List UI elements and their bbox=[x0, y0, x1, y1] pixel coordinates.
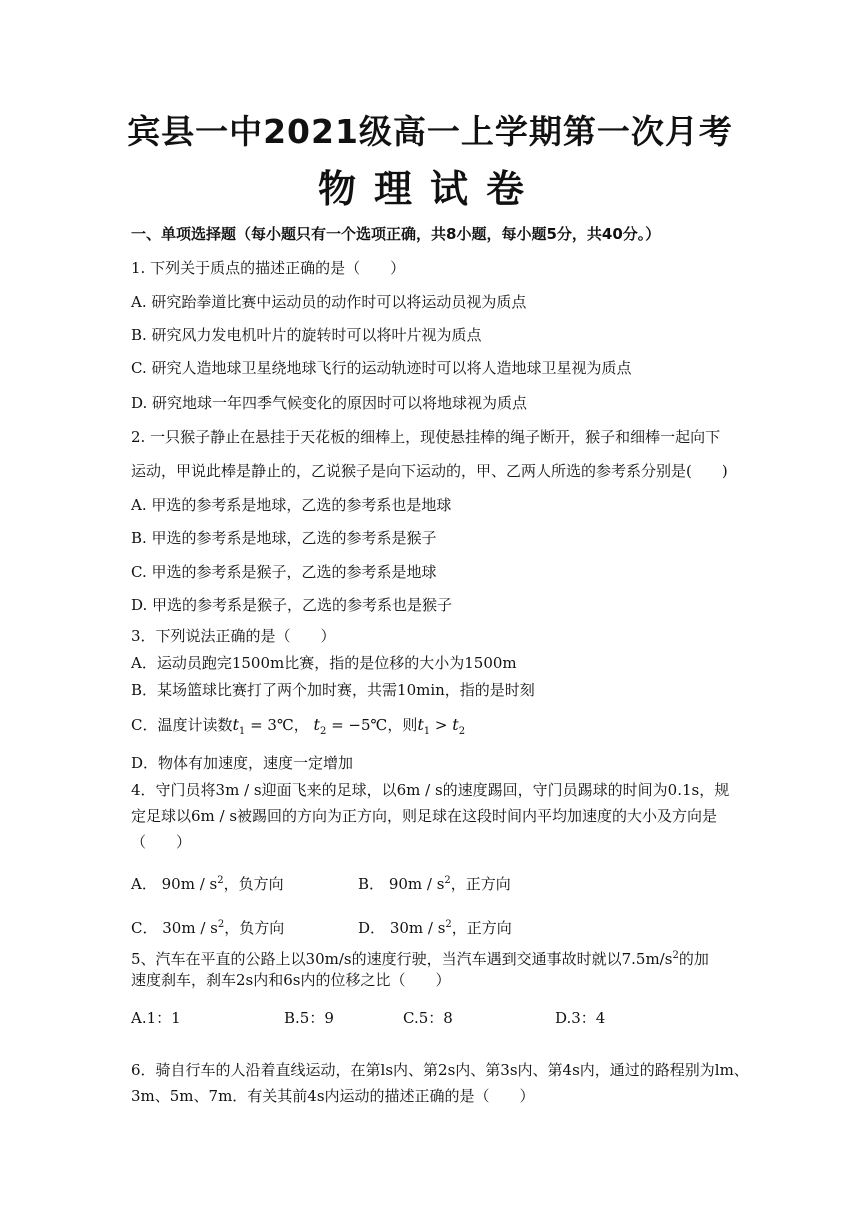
q4-d-direction: ，正方向 bbox=[451, 919, 512, 937]
q4-a-label: A． bbox=[131, 875, 157, 893]
q4-stem-line3: （ ） bbox=[131, 833, 192, 851]
q1-option-c: C. 研究人造地球卫星绕地球飞行的运动轨迹时可以将人造地球卫星视为质点 bbox=[131, 359, 632, 377]
q4-c-label: C． bbox=[131, 919, 158, 937]
exam-subtitle: 物理试卷 bbox=[317, 167, 542, 211]
q2-option-a: A. 甲选的参考系是地球，乙选的参考系也是地球 bbox=[131, 496, 452, 514]
q5-stem-sup: 2 bbox=[672, 950, 679, 961]
q5-stem-text: 5、汽车在平直的公路上以30m/s的速度行驶，当汽车遇到交通事故时就以7.5m/s bbox=[131, 950, 673, 968]
q3-c-t1-value: = 3℃， bbox=[245, 716, 309, 734]
q3-option-c bbox=[131, 715, 465, 742]
q3-c-compare-t2: t bbox=[452, 715, 459, 734]
q5-stem-line2: 速度刹车，刹车2s内和6s内的位移之比（ ） bbox=[131, 971, 451, 989]
exam-title: 宾县一中2021级高一上学期第一次月考 bbox=[127, 112, 733, 151]
q3-c-t1: t bbox=[232, 715, 239, 734]
q3-c-t2-sub: 2 bbox=[319, 726, 327, 737]
q1-option-d: D. 研究地球一年四季气候变化的原因时可以将地球视为质点 bbox=[131, 394, 528, 412]
q4-option-b bbox=[358, 871, 511, 894]
q4-c-sup: 2 bbox=[217, 919, 225, 930]
q5-stem-tail: 的加 bbox=[678, 950, 709, 968]
q4-a-value: 90m / s bbox=[161, 875, 218, 893]
q4-option-a bbox=[131, 871, 284, 894]
q4-c-direction: ，负方向 bbox=[224, 919, 285, 937]
q3-c-t2: t bbox=[313, 715, 320, 734]
q2-option-d: D. 甲选的参考系是猴子，乙选的参考系也是猴子 bbox=[131, 596, 453, 614]
section-heading: 一、单项选择题（每小题只有一个选项正确，共8小题，每小题5分，共40分。） bbox=[131, 225, 661, 243]
q3-c-prefix: C．温度计读数 bbox=[131, 716, 233, 734]
q1-option-b: B. 研究风力发电机叶片的旋转时可以将叶片视为质点 bbox=[131, 326, 482, 344]
q4-option-d bbox=[358, 915, 512, 938]
q4-stem-line2: 定足球以6m / s被踢回的方向为正方向，则足球在这段时间内平均加速度的大小及方向是 bbox=[131, 807, 718, 825]
q4-option-c bbox=[131, 915, 284, 938]
q3-c-compare-operator: > bbox=[430, 716, 453, 734]
q3-option-a: A．运动员跑完1500m比赛，指的是位移的大小为1500m bbox=[131, 654, 517, 672]
q4-c-value: 30m / s bbox=[162, 919, 218, 937]
q4-d-sup: 2 bbox=[445, 919, 452, 930]
q4-a-direction: ，负方向 bbox=[223, 875, 284, 893]
q5-option-b: B.5：9 bbox=[284, 1009, 334, 1027]
q5-option-d: D.3：4 bbox=[555, 1009, 606, 1027]
q3-c-compare-sub2: 2 bbox=[458, 726, 466, 737]
q4-b-value: 90m / s bbox=[388, 875, 445, 893]
q2-stem-line1: 2. 一只猴子静止在悬挂于天花板的细棒上，现使悬挂棒的绳子断开，猴子和细棒一起向下 bbox=[131, 428, 721, 446]
q4-b-sup: 2 bbox=[444, 875, 451, 886]
q1-option-a: A. 研究跆拳道比赛中运动员的动作时可以将运动员视为质点 bbox=[131, 293, 527, 311]
q2-option-c: C. 甲选的参考系是猴子，乙选的参考系是地球 bbox=[131, 563, 437, 581]
q3-stem: 3．下列说法正确的是（ ） bbox=[131, 627, 336, 645]
q4-a-sup: 2 bbox=[217, 875, 224, 886]
q3-c-t2-value: = −5℃，则 bbox=[326, 716, 418, 734]
q6-stem-line2: 3m、5m、7m．有关其前4s内运动的描述正确的是（ ） bbox=[131, 1087, 535, 1105]
q5-option-c: C.5：8 bbox=[403, 1009, 453, 1027]
q3-option-d: D．物体有加速度，速度一定增加 bbox=[131, 754, 354, 772]
q4-b-direction: ，正方向 bbox=[450, 875, 511, 893]
q4-d-value: 30m / s bbox=[389, 919, 446, 937]
q4-d-label: D． bbox=[358, 919, 386, 937]
q6-stem-line1: 6．骑自行车的人沿着直线运动，在第ls内、第2s内、第3s内、第4s内，通过的路程别为lm、 bbox=[131, 1061, 749, 1079]
q2-stem-line2: 运动，甲说此棒是静止的，乙说猴子是向下运动的，甲、乙两人所选的参考系分别是( ) bbox=[131, 462, 728, 480]
q2-option-b: B. 甲选的参考系是地球，乙选的参考系是猴子 bbox=[131, 529, 437, 547]
q3-c-compare-sub1: 1 bbox=[423, 726, 431, 737]
q3-option-b: B．某场篮球比赛打了两个加时赛，共需10min，指的是时刻 bbox=[131, 681, 535, 699]
q1-stem: 1. 下列关于质点的描述正确的是（ ） bbox=[131, 259, 406, 277]
q5-stem-line1 bbox=[131, 946, 709, 969]
q3-c-compare-t1: t bbox=[417, 715, 424, 734]
q4-stem-line1: 4．守门员将3m / s迎面飞来的足球，以6m / s的速度踢回，守门员踢球的时间为0.1s，规 bbox=[131, 781, 730, 799]
q5-option-a: A.1：1 bbox=[131, 1009, 181, 1027]
q4-b-label: B． bbox=[358, 875, 385, 893]
q3-c-t1-sub: 1 bbox=[238, 726, 246, 737]
